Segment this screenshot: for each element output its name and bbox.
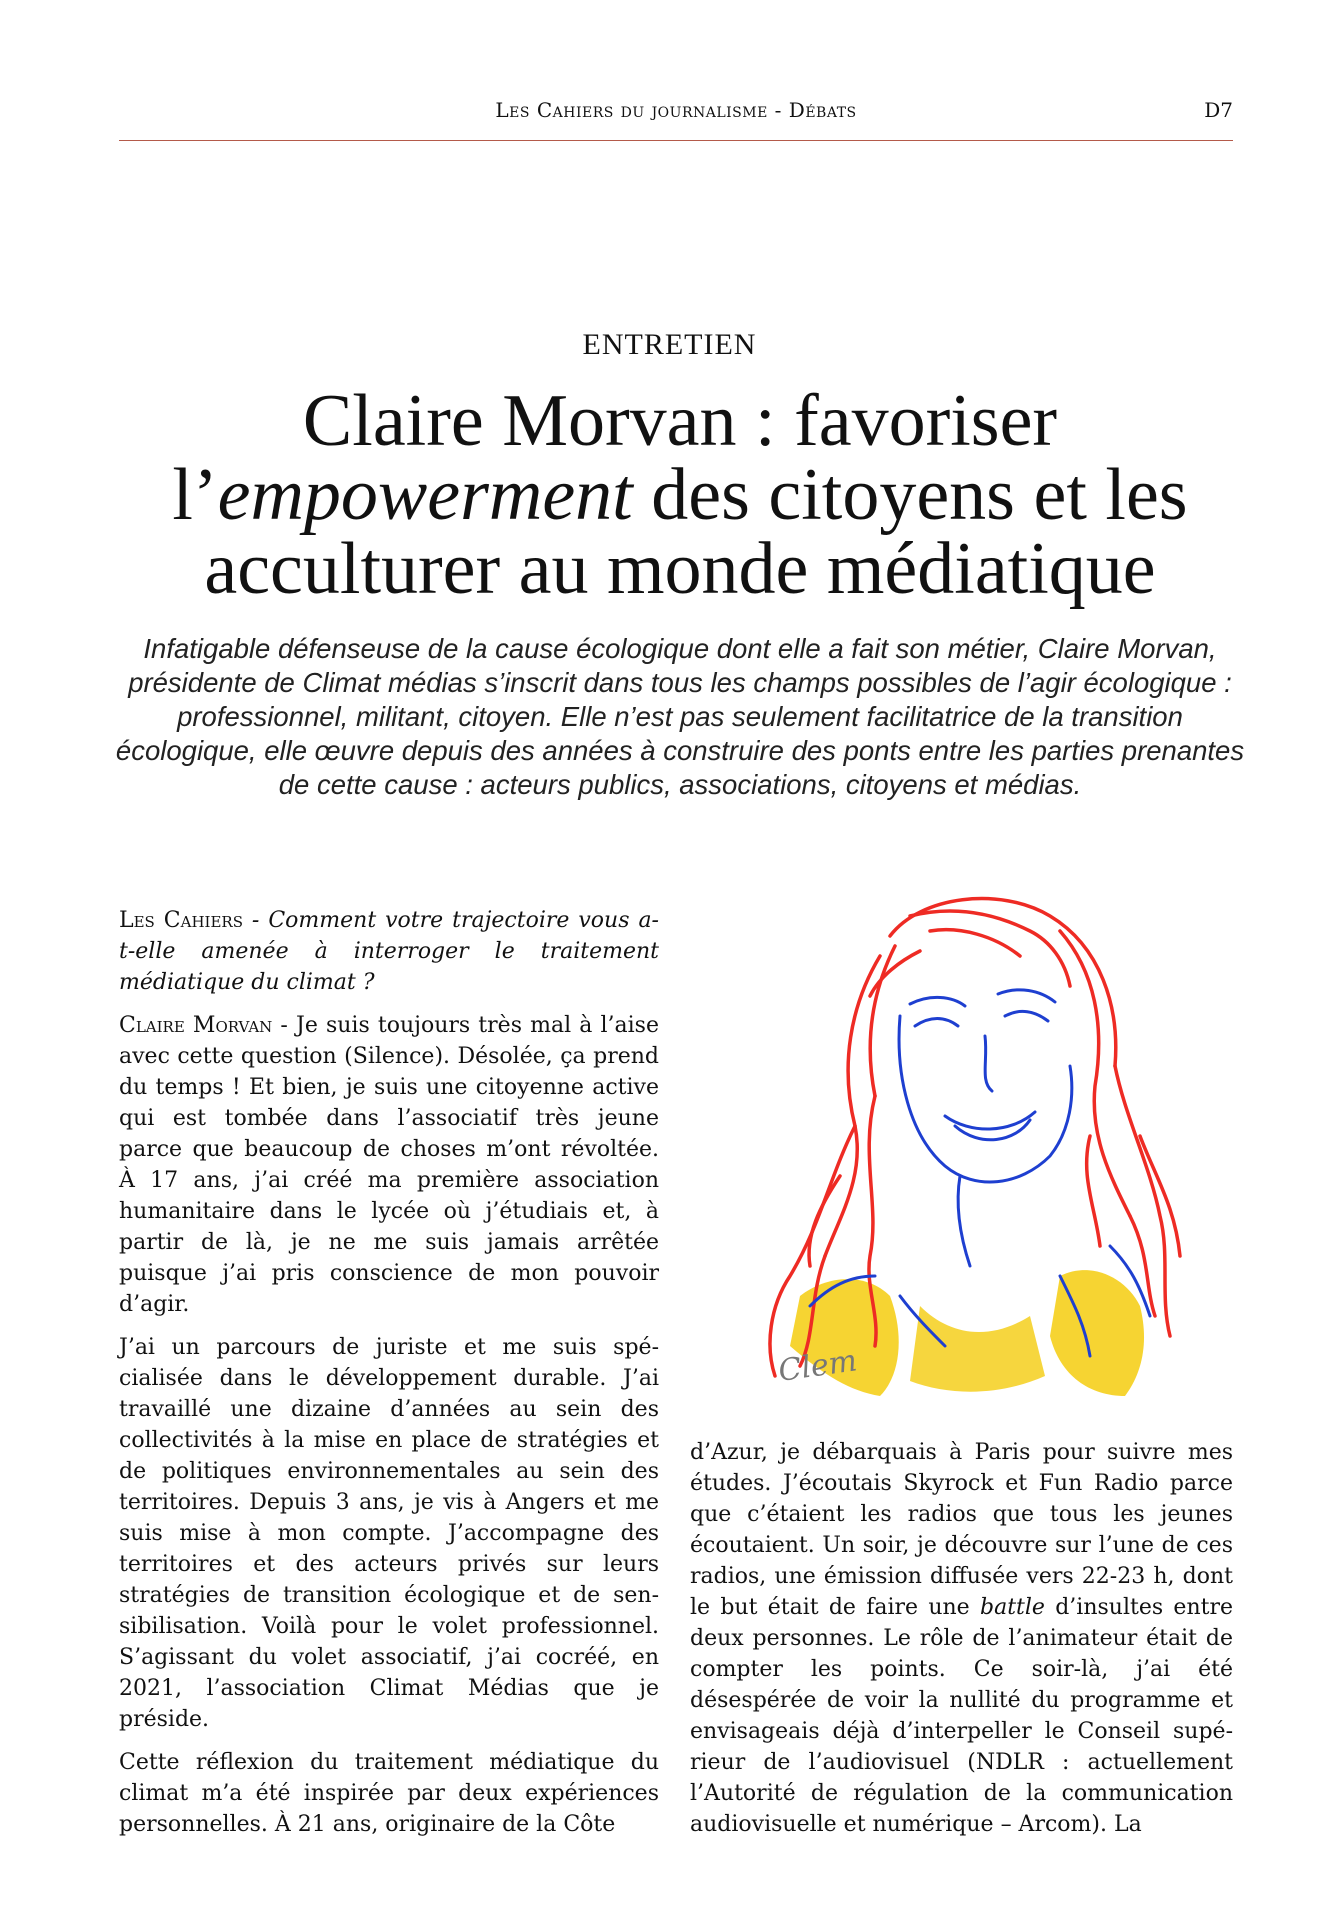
smile xyxy=(945,1112,1035,1129)
running-header xyxy=(119,92,1233,141)
running-head-title: Les Cahiers du journalisme - Débats xyxy=(495,98,857,122)
answer-speaker: Claire Morvan xyxy=(119,1013,273,1038)
right-column xyxy=(690,1437,1233,1852)
left-eye xyxy=(915,1019,958,1027)
title-line-1: Claire Morvan : favoriser xyxy=(302,380,1058,462)
title-line-2-post: des citoyens et les xyxy=(632,454,1188,536)
portrait-illustration xyxy=(730,876,1220,1416)
article-kicker: ENTRETIEN xyxy=(582,328,757,361)
article-title xyxy=(100,380,1260,610)
right-eye xyxy=(1005,1011,1048,1021)
paragraph-4-text-b: d’insultes entre deux personnes. Le rôle de l’animateur était de compter les points. Ce soir-là, j’ai été désespérée de voir la nullité du programme et envisageais déjà d’interpeller le Conseil supérieur de l’audiovisuel (NDLR : actuellement l’Autorité de régulation de la communication audiovisuelle et numérique – Arcom). La xyxy=(690,1595,1233,1837)
nose xyxy=(985,1036,992,1091)
artist-signature: Clem xyxy=(776,1343,860,1389)
paragraph-4-text-a: d’Azur, je débarquais à Paris pour suivre mes études. J’écoutais Skyrock et Fun Radio parce que c’étaient les radios que tous les jeunes écoutaient. Un soir, je découvre sur l’une de ces radios, une émission diffusée vers 22-23 h, dont le but était de faire une xyxy=(690,1440,1233,1620)
body-paragraph-3: Cette réflexion du traitement médiatique du climat m’a été inspirée par deux expériences personnelles. À 21 ans, originaire de la Côte xyxy=(119,1750,659,1837)
title-line-2-emphasis: empowerment xyxy=(217,454,633,536)
body-paragraph-4 xyxy=(690,1437,1233,1840)
answer-text: - Je suis toujours très mal à l’aise avec cette question (Silence). Désolée, ça prend du temps ! Et bien, je suis une citoyenne active qui est tombée dans l’associatif très jeune parce que beaucoup de choses m’ont révoltée. À 17 ans, j’ai créé ma première association humanitaire dans le lycée où j’étudiais et, à partir de là, je ne me suis jamais arrêtée puisque j’ai pris conscience de mon pouvoir d’agir. xyxy=(119,1013,659,1317)
paragraph-4-emphasis: battle xyxy=(980,1595,1045,1620)
body-paragraph-2: J’ai un parcours de juriste et me suis spécialisée dans le développement durable. J’ai travaillé une dizaine d’années au sein des collectivités à la mise en place de stratégies et de politiques environnementales au sein des territoires. Depuis 3 ans, je vis à Angers et me suis mise à mon compte. J’accompagne des territoires et des acteurs privés sur leurs stratégies de transition écologique et de sensibilisation. Voilà pour le volet professionnel. S’agissant du volet associatif, j’ai cocréé, en 2021, l’association Climat Médias que je préside. xyxy=(119,1335,659,1732)
question-text: - Comment votre trajectoire vous a-t-elle amenée à interroger le traitement médiatique du climat ? xyxy=(119,908,659,995)
standfirst: Infatigable défenseuse de la cause écologique dont elle a fait son métier, Claire Morvan, présidente de Climat médias s’inscrit dans tous les champs possibles de l’agir écologique : professionnel, militant, citoyen. Elle n’est pas seulement facilitatrice de la transition écologique, elle œuvre depuis des années à construire des ponts entre les parties prenantes de cette cause : acteurs publics, associations, citoyens et médias. xyxy=(115,633,1245,800)
question-speaker: Les Cahiers xyxy=(119,908,243,933)
neck-line xyxy=(958,1176,970,1266)
right-brow xyxy=(998,990,1055,1002)
question-paragraph xyxy=(119,905,659,998)
left-column xyxy=(119,905,659,1852)
left-brow xyxy=(910,997,965,1006)
title-line-2-pre: l’ xyxy=(172,454,218,536)
shirt-fill-center xyxy=(910,1306,1045,1392)
shirt-fill-right xyxy=(1050,1270,1144,1396)
answer-paragraph xyxy=(119,1010,659,1320)
title-line-3: acculturer au monde médiatique xyxy=(204,528,1156,610)
page-number: D7 xyxy=(1204,98,1233,122)
